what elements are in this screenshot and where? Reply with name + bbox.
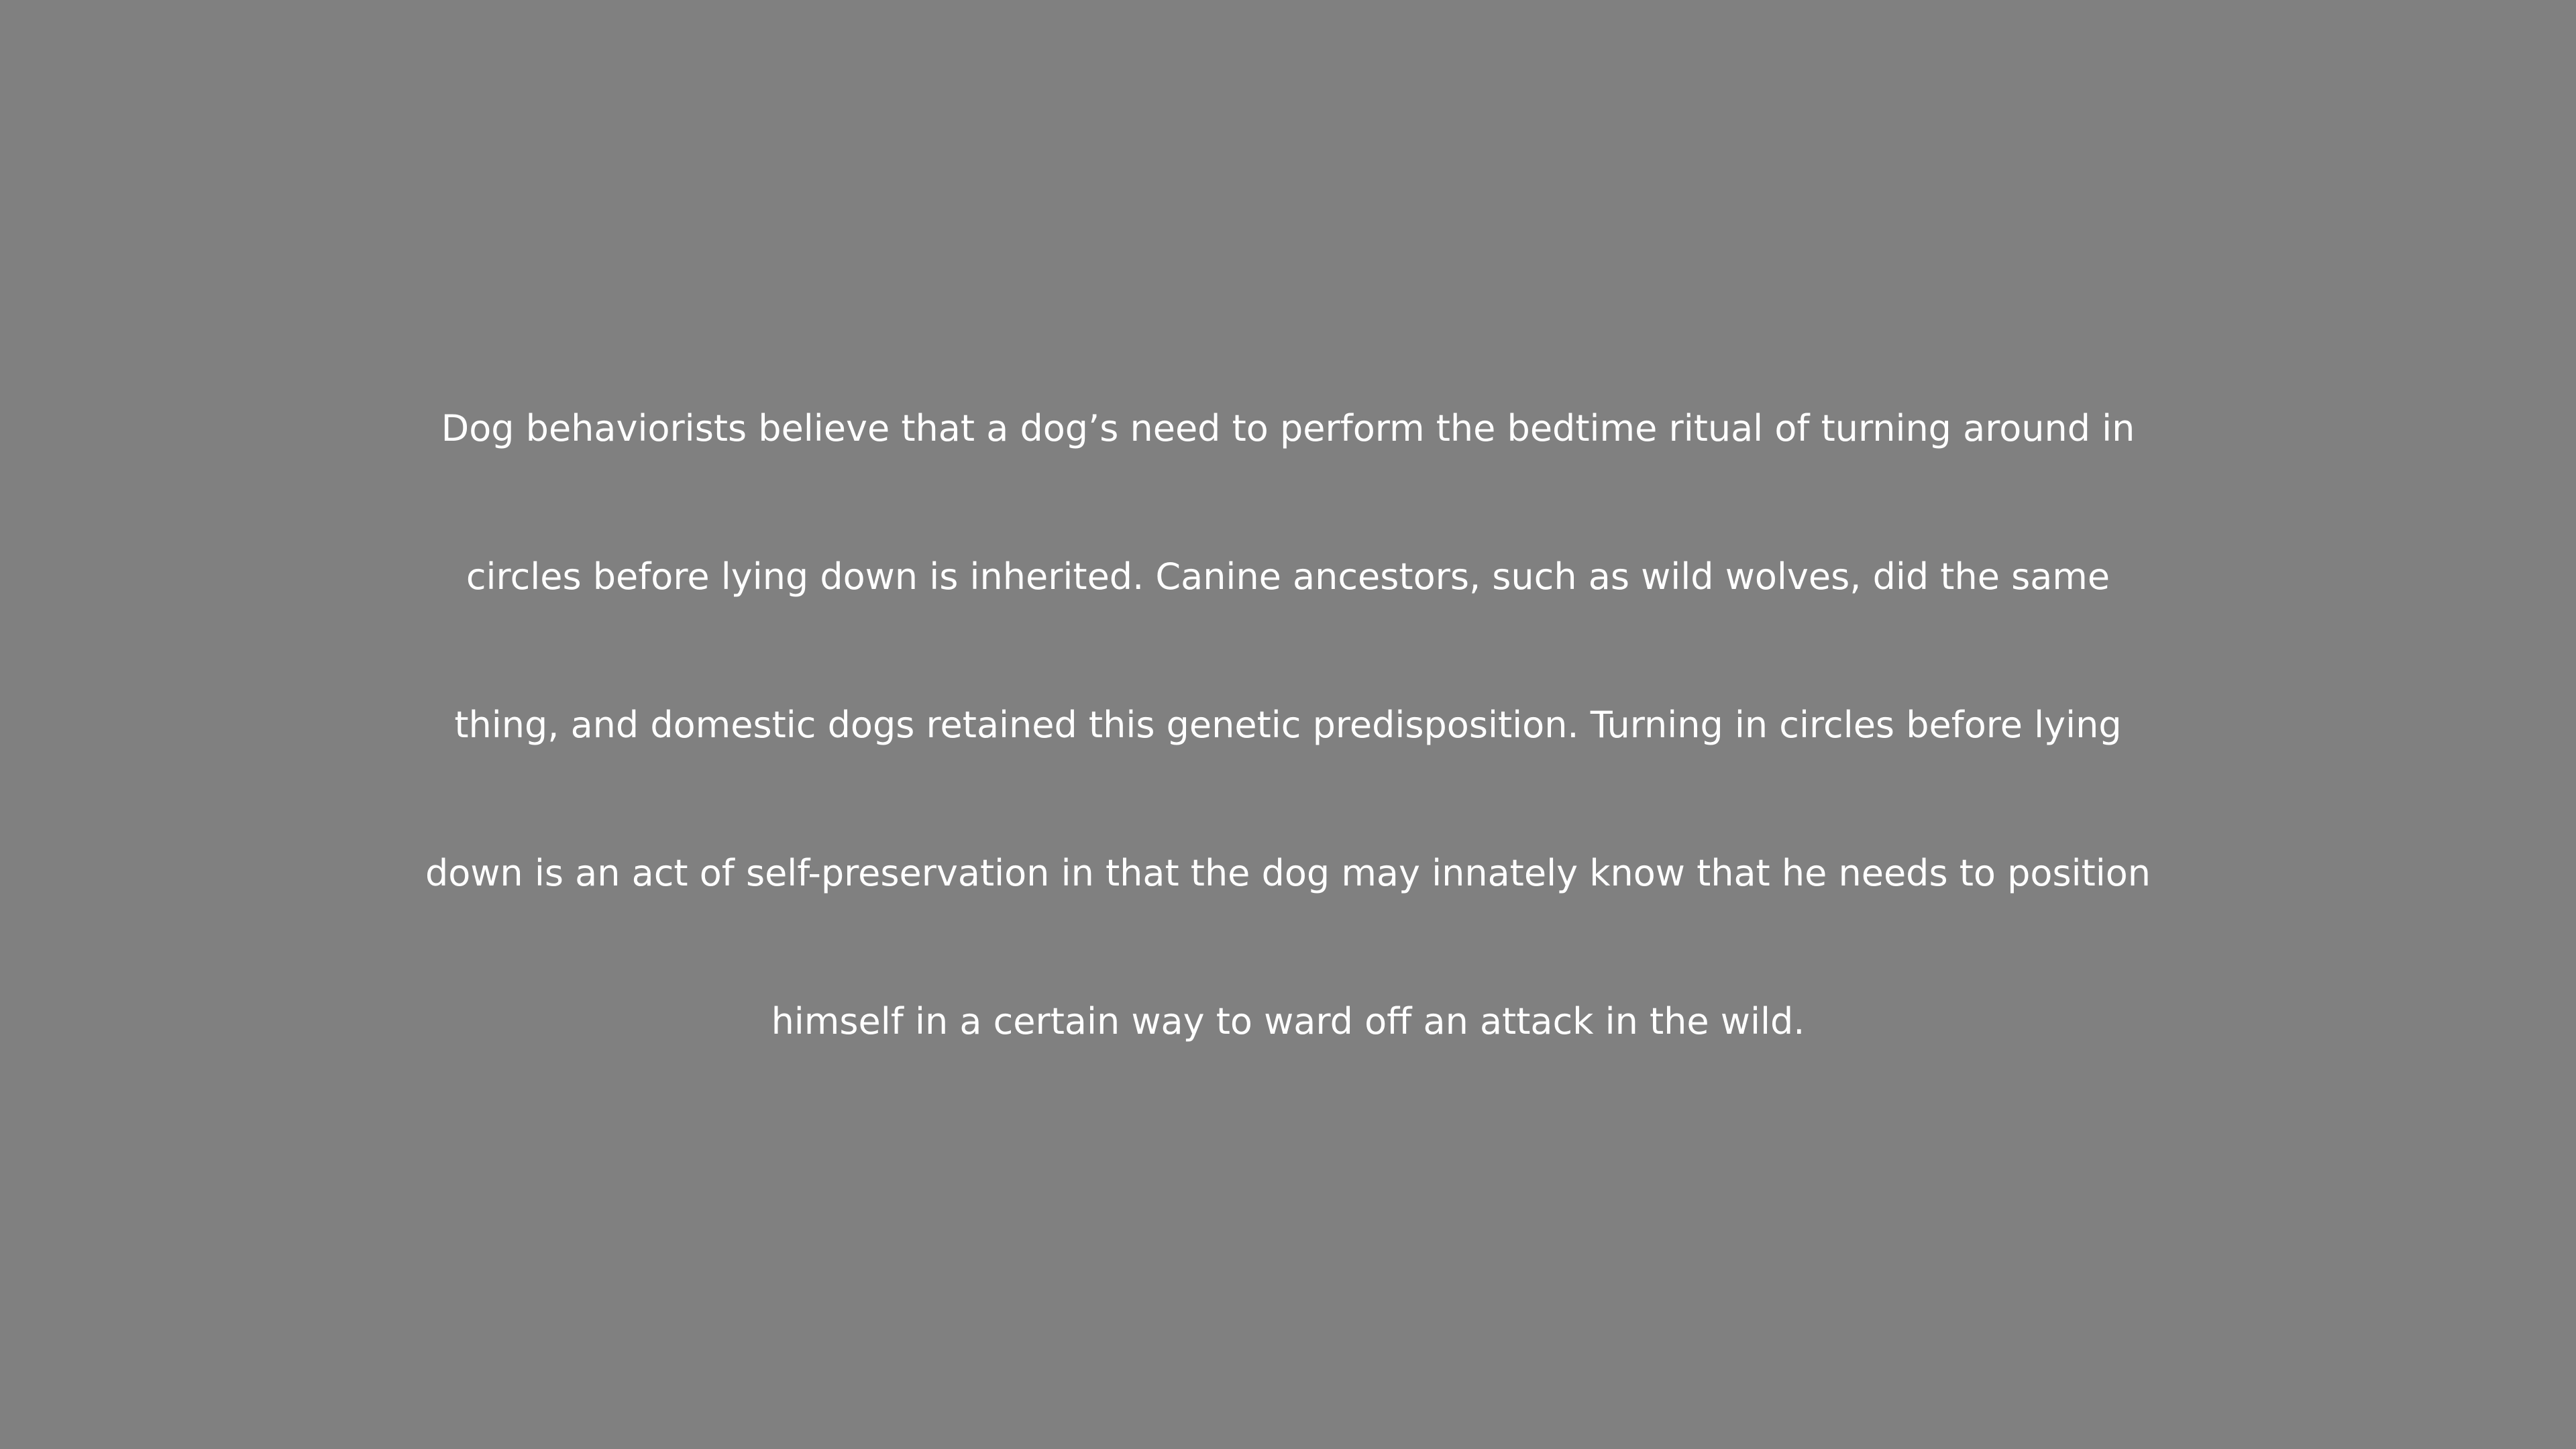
passage-line: himself in a certain way to ward off an attack in the wild. [771, 1000, 1805, 1042]
passage-line: Dog behaviorists believe that a dog’s need to perform the bedtime ritual of turning around in [441, 407, 2135, 449]
passage-line: thing, and domestic dogs retained this genetic predisposition. Turning in circles before lying [454, 704, 2122, 746]
passage-line: down is an act of self-preservation in that the dog may innately know that he needs to position [425, 852, 2151, 894]
passage-line: circles before lying down is inherited. Canine ancestors, such as wild wolves, did the same [466, 555, 2110, 598]
